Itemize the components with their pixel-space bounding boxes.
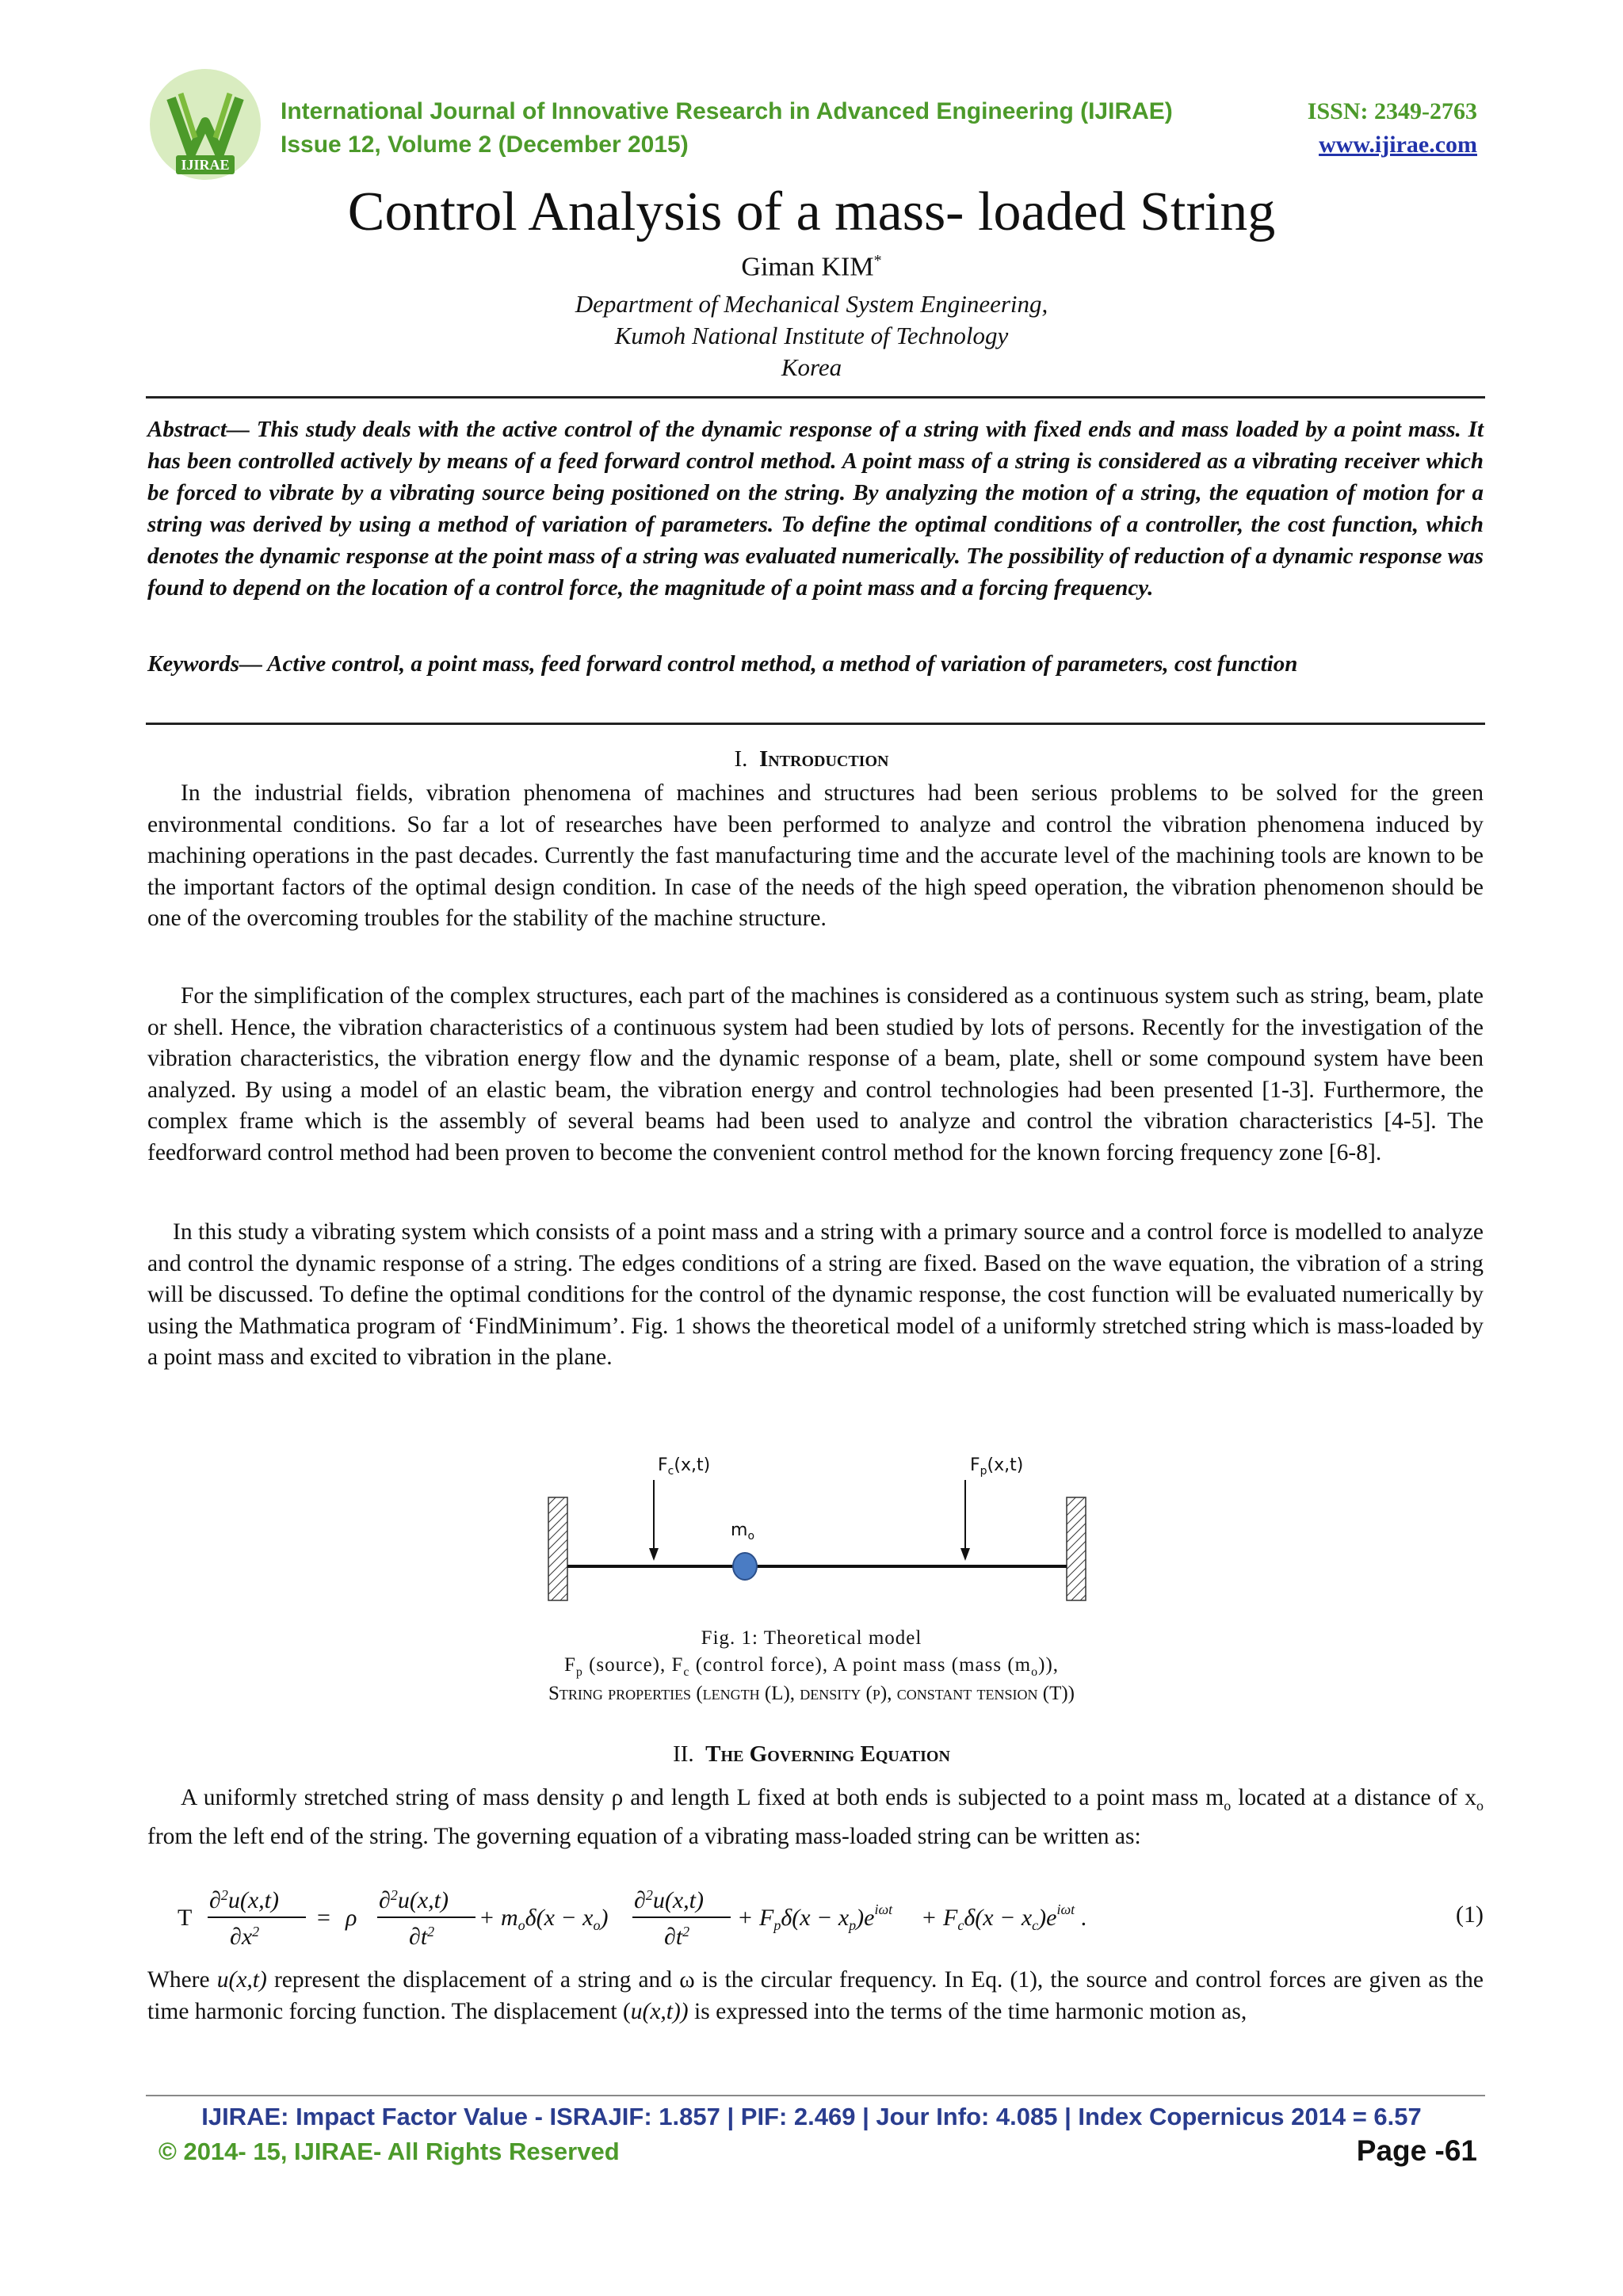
svg-text:+: + [480,1905,494,1931]
section-title: The Governing Equation [705,1741,950,1767]
journal-logo [147,67,263,182]
abstract-bottom-rule [146,723,1485,725]
svg-text:T: T [178,1905,193,1931]
svg-text:∂2u(x,t): ∂$^2$u(x,t) [379,1887,449,1913]
footer-impact-factor: IJIRAE: Impact Factor Value - ISRAJIF: 1.857 | PIF: 2.469 | Jour Info: 4.085 | Index Copernicus 2014 = 6.57 [201,2103,1422,2130]
footer-copyright: © 2014- 15, IJIRAE- All Rights Reserved [158,2138,620,2165]
svg-text:∂2u(x,t): ∂$^2$u(x,t) [634,1887,704,1913]
governing-paragraph-2: Where u(x,t) represent the displacement of a string and ω is the circular frequency. In Eq. (1), the source and control forces are given as the time harmonic forcing function. The displacement (u(x,t)) is expressed into the terms of the time harmonic motion as, [147,1967,1484,2024]
author-name: Giman KIM [741,252,874,282]
svg-text:∂2u(x,t): ∂$^2$u(x,t) [209,1887,279,1913]
page-number: Page -61 [1356,2134,1477,2167]
author [0,252,1623,282]
section-title: Introduction [758,746,889,772]
figure-caption: Fig. 1: Theoretical model [701,1627,922,1649]
affiliation-country: Korea [781,353,842,381]
affiliation-institute: Kumoh National Institute of Technology [614,322,1009,349]
issn: ISSN: 2349-2763 [1307,98,1477,124]
affiliation-department: Department of Mechanical System Engineering, [575,290,1048,318]
journal-name: International Journal of Innovative Research in Advanced Engineering (IJIRAE) [281,98,1173,124]
svg-text:Fpδ(x − xp)eiωt: $F_p\delta(x - x_p)e^{i\omega t}$ [759,1901,893,1933]
intro-paragraph-2: For the simplification of the complex structures, each part of the machines is considered as a continuous system such as string, beam, plate or shell. Hence, the vibration characteristics of a continuous system had been studied by lots of persons. Recently for the investigation of the vibration characteristics, the vibration energy flow and the dynamic response of a beam, plate, shell or some compound system have been analyzed. By using a model of an elastic beam, the vibration energy and control technologies had been presented [1-3]. Furthermore, the complex frame which is the assembly of several beams had been used to analyze and control the vibration characteristics [4-5]. The feedforward control method had been proven to become the convenient control method for the known forcing frequency zone [6-8]. [147,983,1484,1165]
intro-paragraph-3: In this study a vibrating system which consists of a point mass and a string with a primary source and a control force is modelled to analyze and control the dynamic response of a string. The edges conditions of a string are fixed. Based on the wave equation, the vibration of a string will be discussed. To define the optimal conditions for the control of the dynamic response, the cost function will be evaluated numerically by using the Mathmatica program of ‘FindMinimum’. Fig. 1 shows the theoretical model of a uniformly stretched string which is mass-loaded by a point mass and excited to vibration in the plane. [147,1219,1484,1370]
keywords: Keywords— Active control, a point mass, feed forward control method, a method of variation of parameters, cost function [147,651,1298,677]
svg-text:∂t2: $\partial t^2$ [664,1924,690,1947]
abstract-top-rule [146,396,1485,399]
source-force-label: $F_p(x,t)$ [970,1455,1024,1478]
svg-text:ρ: ρ [346,1905,357,1931]
section-number: II. [673,1741,694,1767]
right-fixed-support [1067,1497,1086,1600]
figure-subcaption-2: String properties (length (L), density (ρ), constant tension (T)) [548,1683,1075,1704]
intro-paragraph-1: In the industrial fields, vibration phenomena of machines and structures had been serious problems to be solved for the green environmental conditions. So far a lot of researches have been performed to analyze and control the vibration phenomena induced by machining operations in the past decades. Currently the fast manufacturing time and the accurate level of the machining tools are known to be the important factors of the optimal design condition. In case of the needs of the high speed operation, the vibration phenomenon should be one of the overcoming troubles for the stability of the machine structure. [147,780,1484,931]
svg-text:moδ(x − xo): $m_o\delta(x - x_o)$ [501,1905,609,1933]
journal-website-link[interactable]: www.ijirae.com [1319,132,1477,158]
svg-text:+: + [922,1905,936,1931]
abstract: Abstract— This study deals with the active control of the dynamic response of a string with fixed ends and mass loaded by a point mass. It has been controlled actively by means of a feed forward control method. A point mass of a string is considered as a vibrating receiver which be forced to vibrate by a vibrating source being positioned on the string. By analyzing the motion of a string, the equation of motion for a string was derived by using a method of variation of parameters. To define the optimal conditions of a controller, the cost function, which denotes the dynamic response at the point mass of a string was evaluated numerically. The possibility of reduction of a dynamic response was found to depend on the location of a control force, the magnitude of a point mass and a forcing frequency. [147,417,1484,601]
governing-equation [147,1884,1487,1947]
logo-text: IJIRAE [181,157,230,173]
point-mass [733,1553,757,1580]
theoretical-model-figure [539,1442,1094,1608]
section-number: I. [734,746,748,772]
svg-text:=: = [317,1905,330,1931]
paper-title: Control Analysis of a mass- loaded String [347,181,1276,242]
point-mass-label: $m_o$ [731,1520,755,1543]
svg-text:∂t2: $\partial t^2$ [409,1924,435,1947]
governing-paragraph-1: A uniformly stretched string of mass density ρ and length L fixed at both ends is subjected to a point mass $m_o$ located at a distance of $x_o$ from the left end of the string. The governing equation of a vibrating mass-loaded string can be written as: [147,1785,1484,1850]
svg-text:∂x2: $\partial x^2$ [230,1924,260,1947]
control-force-label: $F_c(x,t)$ [658,1455,711,1478]
equation-number: (1) [1456,1901,1484,1928]
figure-subcaption-1: $F_p$ (source), $F_c$ (control force), A point mass (mass $(m_o)$), [563,1654,1060,1679]
author-mark: * [873,252,882,269]
section-heading-introduction [0,746,1623,772]
source-force-arrowhead [960,1548,970,1561]
footer-rule [146,2095,1485,2096]
left-fixed-support [548,1497,567,1600]
section-heading-governing-equation [0,1741,1623,1768]
svg-text:+: + [739,1905,752,1931]
issue-info: Issue 12, Volume 2 (December 2015) [281,132,689,158]
svg-text:Fcδ(x − xc)eiωt .: $F_c\delta(x - x_c)e^{i\omega t}$ . [943,1901,1087,1933]
control-force-arrowhead [649,1548,659,1561]
